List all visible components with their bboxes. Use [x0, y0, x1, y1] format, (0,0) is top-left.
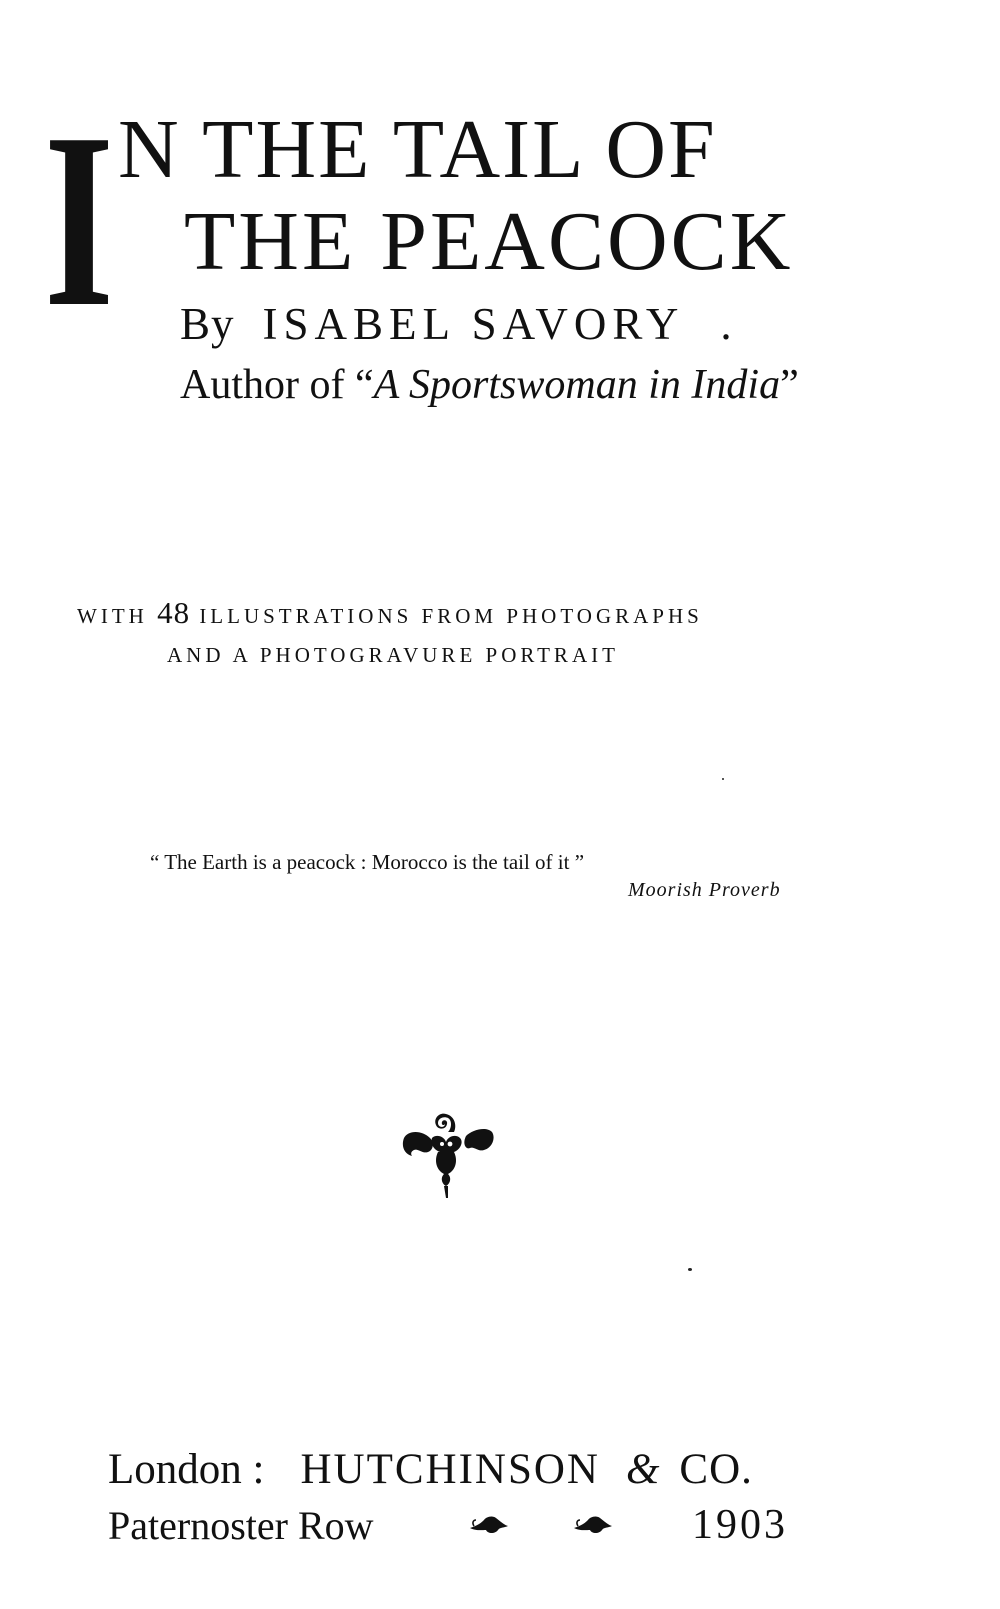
title-line-2: THE PEACOCK — [184, 195, 794, 288]
imprint-co: CO. — [679, 1446, 753, 1493]
title-line-1: N THE TAIL OF — [118, 103, 717, 196]
imprint-publisher: HUTCHINSON — [300, 1446, 600, 1493]
epigraph-text: “ The Earth is a peacock : Morocco is the tail of it ” — [150, 850, 585, 874]
credit-close-quote: ” — [780, 362, 799, 408]
credit-open-quote: “ — [354, 362, 374, 408]
illustrations-line-1 — [77, 597, 703, 628]
epigraph-source: Moorish Proverb — [628, 879, 781, 901]
imprint-ampersand: & — [625, 1446, 660, 1493]
byline-period: . — [720, 299, 733, 349]
byline — [180, 299, 733, 349]
illustrations-desc: ILLUSTRATIONS FROM PHOTOGRAPHS — [199, 604, 703, 628]
imprint-year: 1903 — [692, 1502, 788, 1548]
author-name: ISABEL SAVORY — [262, 299, 685, 349]
imprint-street: Paternoster Row — [108, 1503, 374, 1548]
leaf-fleuron-icon — [468, 1512, 512, 1538]
illustrations-count: 48 — [157, 595, 191, 630]
print-speck — [722, 778, 724, 780]
credit-work-title: A Sportswoman in India — [373, 362, 781, 408]
illustrations-line-2: AND A PHOTOGRAVURE PORTRAIT — [167, 643, 619, 667]
drop-cap: I — [44, 82, 115, 359]
byline-by: By — [180, 299, 235, 349]
imprint-city: London : — [108, 1446, 265, 1493]
fleur-ornament-icon — [400, 1108, 496, 1200]
leaf-fleuron-icon — [572, 1512, 616, 1538]
illustrations-with: WITH — [77, 604, 148, 628]
credit-prefix: Author of — [180, 362, 345, 408]
author-credit — [180, 364, 799, 406]
imprint-line-1 — [108, 1448, 753, 1491]
print-speck — [688, 1268, 692, 1271]
